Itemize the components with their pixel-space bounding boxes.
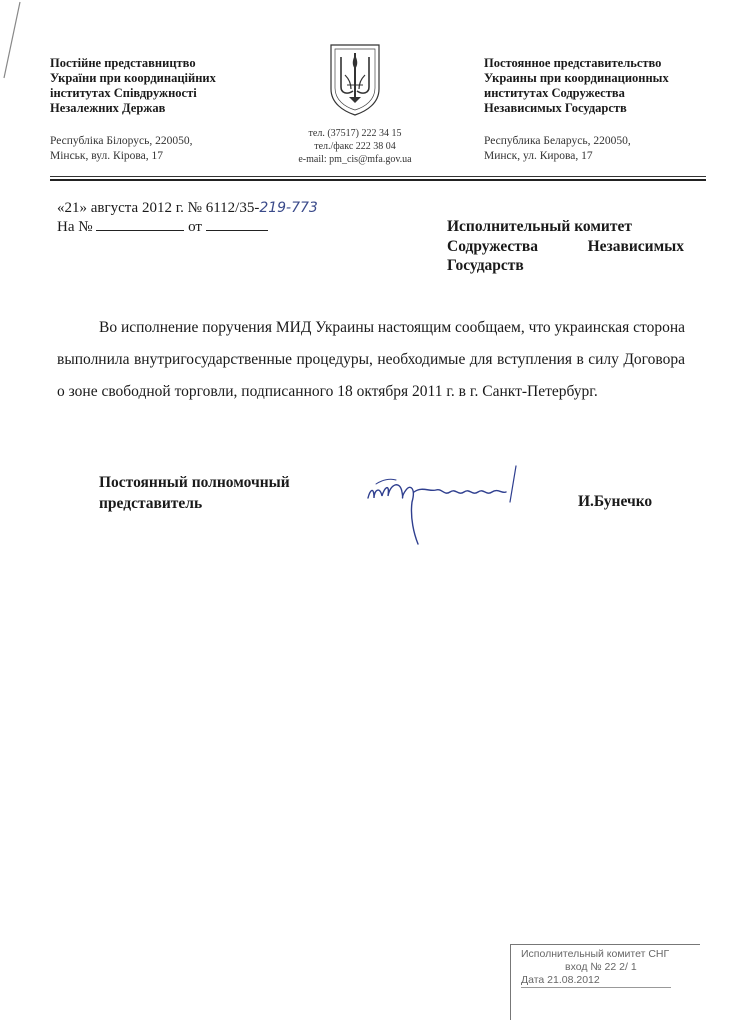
reference-date-text: «21» августа 2012 г. № 6112/35-: [57, 200, 260, 216]
signatory-title-line: представитель: [99, 495, 203, 512]
header-right-title-line: Независимых Государств: [484, 101, 627, 115]
addressee-word: Независимых: [587, 237, 684, 255]
header-left-address: [50, 134, 300, 164]
header-left-title-line: Постійне представництво: [50, 56, 196, 70]
contact-phone: тел. (37517) 222 34 15: [308, 128, 402, 139]
header-right-address-line: Минск, ул. Кирова, 17: [484, 150, 593, 162]
trident-emblem-icon: [327, 41, 383, 117]
header-divider-thin: [50, 176, 706, 177]
contact-fax: тел./факс 222 38 04: [314, 141, 396, 152]
header-left-title-line: України при координаційних: [50, 71, 216, 85]
from-label: от: [188, 219, 202, 235]
signatory-title-line: Постоянный полномочный: [99, 474, 290, 491]
reference-date-number: [57, 199, 318, 218]
on-number-label: На №: [57, 219, 93, 235]
stamp-line: Исполнительный комитет СНГ: [521, 948, 670, 960]
handwritten-number: 219-773: [259, 200, 318, 216]
from-date-blank: [206, 218, 268, 231]
addressee-block: [447, 217, 684, 276]
scan-edge-mark: [0, 0, 40, 80]
header-left-title: [50, 56, 300, 116]
reference-on-number: [57, 218, 318, 237]
header-right-title: [484, 56, 734, 116]
signatory-name: И.Бунечко: [578, 493, 653, 510]
header-right-address-line: Республика Беларусь, 220050,: [484, 135, 631, 147]
addressee-word: Содружества: [447, 237, 539, 255]
signatory-title: [99, 472, 290, 514]
stamp-line: Дата 21.08.2012: [521, 974, 671, 988]
header-left-address-line: Мінськ, вул. Кірова, 17: [50, 150, 164, 162]
header-left-address-line: Республіка Білорусь, 220050,: [50, 135, 193, 147]
header-right-block: [484, 56, 734, 164]
addressee-line: Государств: [447, 257, 524, 274]
stamp-line: вход № 22 2/ 1: [565, 961, 637, 973]
header-right-address: [484, 134, 734, 164]
addressee-line: Исполнительный комитет: [447, 218, 632, 235]
handwritten-signature: [360, 462, 540, 548]
header-divider-thick: [50, 179, 706, 181]
header-left-block: [50, 56, 300, 164]
on-number-blank: [96, 218, 184, 231]
body-paragraph: Во исполнение поручения МИД Украины настоящим сообщаем, что украинская сторона выполнила внутригосударственные процедуры, необходимые для вступления в силу Договора о зоне свободной торговли, подписанного 18 октября 2011 г. в г. Санкт-Петербург.: [57, 319, 685, 400]
contact-email: e-mail: pm_cis@mfa.gov.ua: [298, 154, 412, 165]
header-left-title-line: Незалежних Держав: [50, 101, 166, 115]
contact-info: [268, 127, 442, 166]
header-right-title-line: институтах Содружества: [484, 86, 625, 100]
header-right-title-line: Постоянное представительство: [484, 56, 662, 70]
registration-stamp: [510, 944, 700, 1020]
header-right-title-line: Украины при координационных: [484, 71, 669, 85]
addressee-line: [447, 237, 684, 257]
header-left-title-line: інститутах Співдружності: [50, 86, 197, 100]
letter-body: [57, 312, 685, 408]
reference-block: [57, 199, 318, 237]
